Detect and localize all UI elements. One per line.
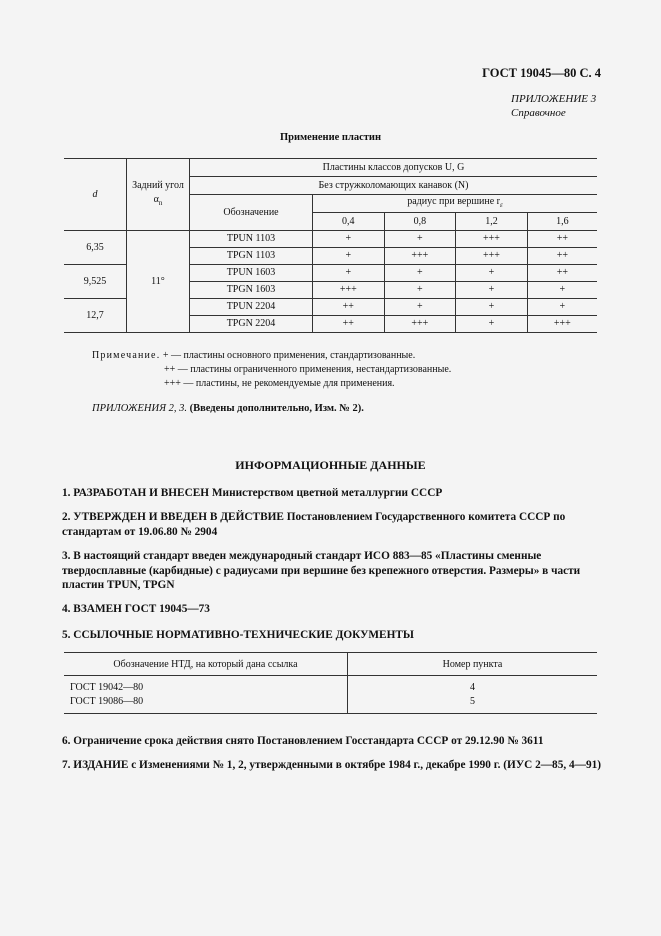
appendix-note-italic: ПРИЛОЖЕНИЯ 2, 3.	[92, 403, 187, 414]
table-title: Применение пластин	[279, 132, 382, 143]
appendix-label	[511, 92, 596, 120]
value-cell: +	[384, 299, 456, 316]
angle-value: 11°	[127, 231, 190, 333]
info-item: 4. ВЗАМЕН ГОСТ 19045—73	[62, 603, 210, 615]
refs-table	[64, 652, 597, 714]
value-cell: ++	[527, 265, 597, 282]
note-line: + — пластины основного применения, стандартизованные.	[162, 350, 416, 361]
value-cell: +++	[456, 231, 528, 248]
header-d: d	[64, 159, 127, 231]
value-cell: +++	[313, 282, 385, 299]
designation-header: Обозначение	[190, 195, 313, 231]
value-cell: +	[313, 248, 385, 265]
refs-doc-cell: ГОСТ 19086—80	[64, 695, 348, 714]
designation-cell: TPGN 2204	[190, 316, 313, 333]
value-cell: +	[456, 265, 528, 282]
d-value: 6,35	[64, 231, 127, 265]
value-cell: +	[384, 231, 456, 248]
radius-col: 1,2	[456, 213, 528, 231]
info-item: 7. ИЗДАНИЕ с Изменениями № 1, 2, утвержденными в октябре 1984 г., декабре 1990 г. (ИУС 2—85, 4—91)	[62, 759, 602, 771]
info-item: 6. Ограничение срока действия снято Постановлением Госстандарта СССР от 29.12.90 № 3611	[62, 735, 544, 747]
value-cell: +++	[527, 316, 597, 333]
table-row	[64, 676, 597, 695]
appendix-subtitle: Справочное	[511, 107, 566, 119]
note-line: ++ — пластины ограниченного применения, нестандартизованные.	[164, 364, 452, 375]
header-angle-sub: n	[158, 199, 163, 207]
value-cell: ++	[313, 299, 385, 316]
radius-col: 1,6	[527, 213, 597, 231]
info-item: 2. УТВЕРЖДЕН И ВВЕДЕН В ДЕЙСТВИЕ Постановлением Государственного комитета СССР по стандартам от 19.06.80 № 2904	[62, 511, 566, 538]
info-item: 3. В настоящий стандарт введен международный стандарт ИСО 883—85 «Пластины сменные твердосплавные (карбидные) с радиусами при вершине без крепежного отверстия. Размеры» в части пластин TPUN, TPGN	[62, 550, 581, 591]
value-cell: ++	[527, 231, 597, 248]
info-item: 5. ССЫЛОЧНЫЕ НОРМАТИВНО-ТЕХНИЧЕСКИЕ ДОКУМЕНТЫ	[62, 629, 414, 641]
radius-col: 0,4	[313, 213, 385, 231]
info-title: ИНФОРМАЦИОННЫЕ ДАННЫЕ	[235, 458, 426, 472]
value-cell: +	[456, 299, 528, 316]
value-cell: +	[384, 265, 456, 282]
info-item: 1. РАЗРАБОТАН И ВНЕСЕН Министерством цветной металлургии СССР	[62, 487, 443, 499]
refs-header-item: Номер пункта	[348, 653, 598, 676]
value-cell: +	[456, 282, 528, 299]
refs-doc-cell: ГОСТ 19042—80	[64, 676, 348, 695]
value-cell: +	[527, 299, 597, 316]
header-angle	[127, 159, 190, 231]
appendix-note	[92, 403, 364, 414]
designation-cell: TPUN 2204	[190, 299, 313, 316]
radius-header	[313, 195, 598, 213]
value-cell: +++	[384, 316, 456, 333]
appendix-title: ПРИЛОЖЕНИЕ 3	[511, 93, 597, 105]
value-cell: +	[527, 282, 597, 299]
designation-cell: TPUN 1603	[190, 265, 313, 282]
refs-item-cell: 4	[470, 681, 475, 693]
subgroup-header: Без стружколомающих канавок (N)	[190, 177, 598, 195]
designation-cell: TPGN 1103	[190, 248, 313, 265]
value-cell: +	[313, 231, 385, 248]
value-cell: ++	[527, 248, 597, 265]
d-value: 9,525	[64, 265, 127, 299]
appendix-note-bold: (Введены дополнительно, Изм. № 2).	[189, 403, 364, 414]
value-cell: +++	[456, 248, 528, 265]
value-cell: +++	[384, 248, 456, 265]
table-row	[64, 231, 597, 248]
radius-header-sub: ε	[500, 201, 503, 209]
designation-cell: TPGN 1603	[190, 282, 313, 299]
note-label: Примечание.	[92, 350, 161, 361]
group-header: Пластины классов допусков U, G	[190, 159, 598, 177]
plates-table	[64, 158, 597, 333]
refs-header-doc: Обозначение НТД, на который дана ссылка	[64, 653, 348, 676]
page-header: ГОСТ 19045—80 С. 4	[482, 66, 601, 80]
note-line: +++ — пластины, не рекомендуемые для применения.	[164, 378, 395, 389]
designation-cell: TPUN 1103	[190, 231, 313, 248]
refs-item-cell: 5	[470, 696, 475, 708]
value-cell: ++	[313, 316, 385, 333]
d-value: 12,7	[64, 299, 127, 333]
value-cell: +	[456, 316, 528, 333]
table-row	[64, 695, 597, 714]
table-note	[92, 349, 415, 363]
value-cell: +	[313, 265, 385, 282]
radius-col: 0,8	[384, 213, 456, 231]
header-angle-text: Задний угол	[132, 180, 184, 191]
value-cell: +	[384, 282, 456, 299]
header-angle-symbol: α	[153, 194, 159, 205]
radius-header-text: радиус при вершине r	[407, 196, 501, 207]
